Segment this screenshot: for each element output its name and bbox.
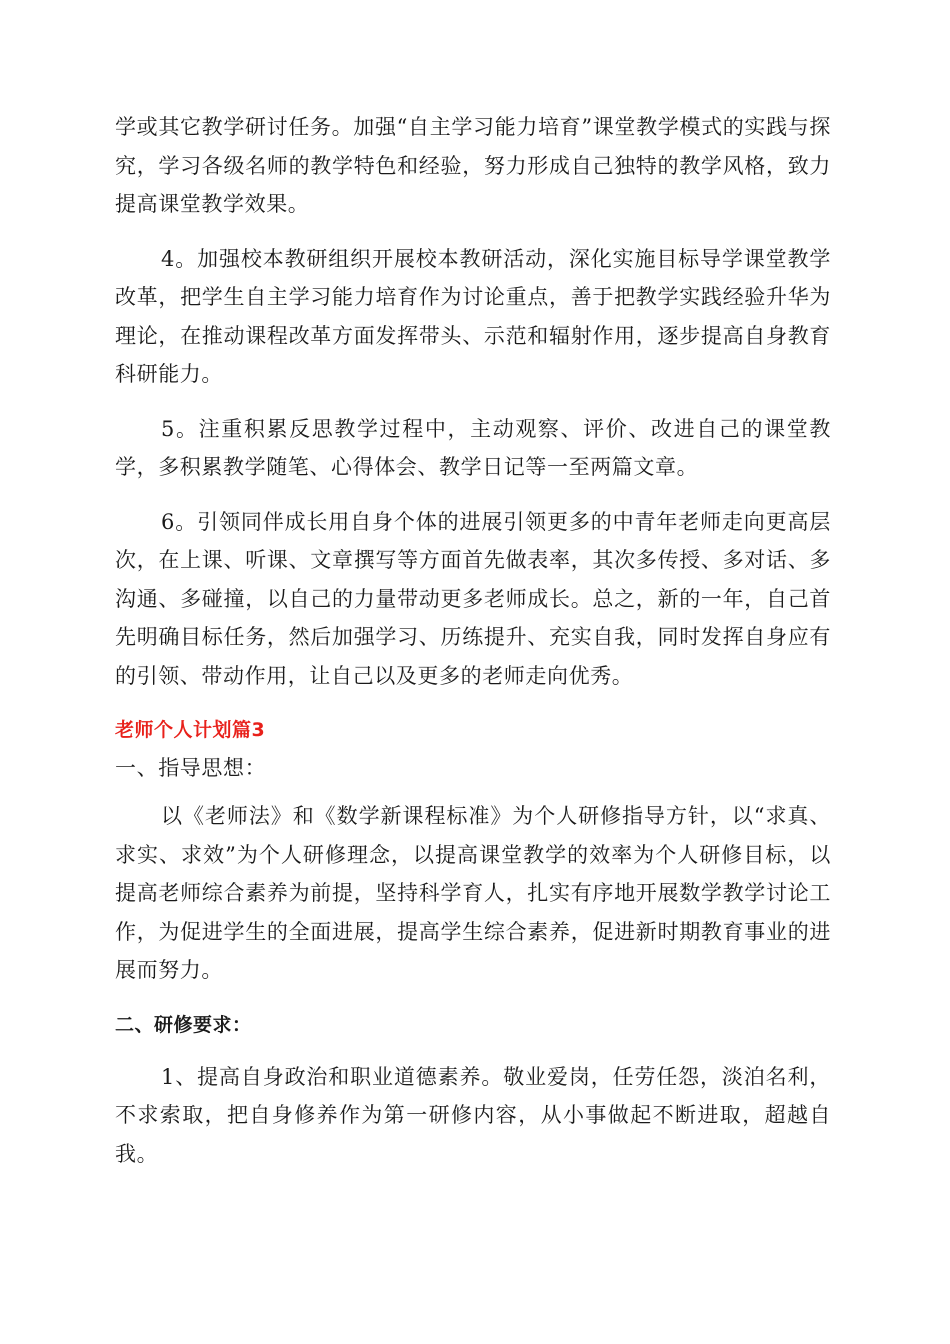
paragraph-continuation: 学或其它教学研讨任务。加强“自主学习能力培育”课堂教学模式的实践与探究，学习各级名师的教学特色和经验，努力形成自己独特的教学风格，致力提高课堂教学效果。 — [115, 115, 831, 216]
section-title: 老师个人计划篇3 — [115, 719, 266, 741]
paragraph-item-5: 5。注重积累反思教学过程中，主动观察、评价、改进自己的课堂教学，多积累教学随笔、心得体会、教学日记等一至两篇文章。 — [115, 416, 831, 479]
paragraph-item-6: 6。引领同伴成长用自身个体的进展引领更多的中青年老师走向更高层次，在上课、听课、文章撰写等方面首先做表率，其次多传授、多对话、多沟通、多碰撞，以自己的力量带动更多老师成长。总之，新的一年，自己首先明确目标任务，然后加强学习、历练提升、充实自我，同时发挥自身应有的引领、带动作用，让自己以及更多的老师走向优秀。 — [115, 509, 831, 688]
paragraph-requirement-1: 1、提高自身政治和职业道德素养。敬业爱岗，任劳任怨，淡泊名利，不求索取，把自身修养作为第一研修内容，从小事做起不断进取，超越自我。 — [115, 1064, 831, 1166]
subheading-study-requirements: 二、研修要求： — [115, 1013, 252, 1036]
subheading-guiding-ideas: 一、指导思想： — [115, 756, 267, 780]
document-page — [115, 108, 831, 1189]
paragraph-guiding-ideas: 以《老师法》和《数学新课程标准》为个人研修指导方针，以“求真、求实、求效”为个人研修理念，以提高课堂教学的效率为个人研修目标，以提高老师综合素养为前提，坚持科学育人，扎实有序地开展数学教学讨论工作，为促进学生的全面进展，提高学生综合素养，促进新时期教育事业的进展而努力。 — [115, 804, 831, 982]
paragraph-item-4: 4。加强校本教研组织开展校本教研活动，深化实施目标导学课堂教学改革，把学生自主学习能力培育作为讨论重点，善于把教学实践经验升华为理论，在推动课程改革方面发挥带头、示范和辐射作用，逐步提高自身教育科研能力。 — [115, 246, 831, 386]
